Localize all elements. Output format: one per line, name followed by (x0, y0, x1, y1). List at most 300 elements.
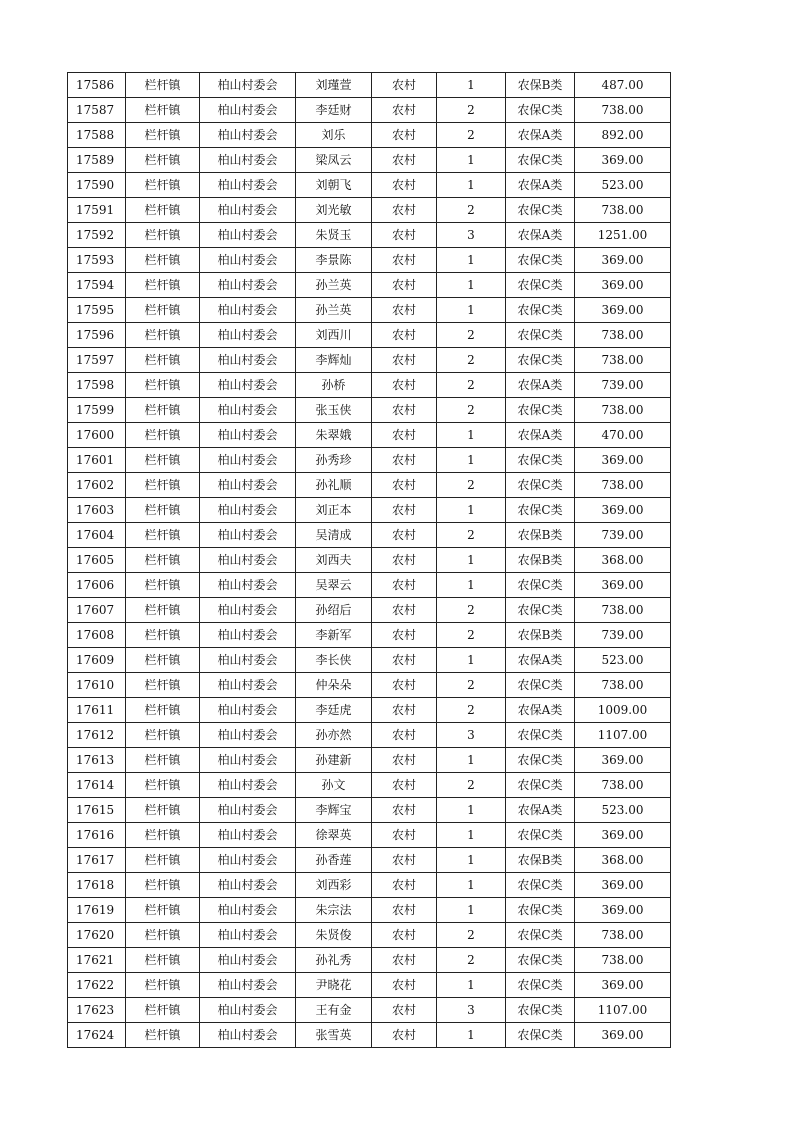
town-cell: 栏杆镇 (126, 698, 200, 723)
household-count-cell: 1 (437, 973, 506, 998)
name-cell: 孙香莲 (296, 848, 372, 873)
insurance-category-cell: 农保C类 (506, 398, 575, 423)
table-row (68, 123, 671, 148)
household-count-cell: 2 (437, 398, 506, 423)
town-cell: 栏杆镇 (126, 548, 200, 573)
area-type-cell: 农村 (372, 173, 437, 198)
amount-cell: 369.00 (575, 498, 671, 523)
row-number-cell: 17614 (68, 773, 126, 798)
village-committee-cell: 柏山村委会 (200, 773, 296, 798)
row-number-cell: 17596 (68, 323, 126, 348)
amount-cell: 369.00 (575, 873, 671, 898)
name-cell: 刘西彩 (296, 873, 372, 898)
household-count-cell: 2 (437, 98, 506, 123)
insurance-category-cell: 农保A类 (506, 698, 575, 723)
name-cell: 孙礼顺 (296, 473, 372, 498)
household-count-cell: 1 (437, 798, 506, 823)
area-type-cell: 农村 (372, 98, 437, 123)
row-number-cell: 17605 (68, 548, 126, 573)
village-committee-cell: 柏山村委会 (200, 98, 296, 123)
village-committee-cell: 柏山村委会 (200, 873, 296, 898)
area-type-cell: 农村 (372, 623, 437, 648)
area-type-cell: 农村 (372, 298, 437, 323)
insurance-category-cell: 农保C类 (506, 948, 575, 973)
village-committee-cell: 柏山村委会 (200, 648, 296, 673)
row-number-cell: 17592 (68, 223, 126, 248)
row-number-cell: 17588 (68, 123, 126, 148)
name-cell: 刘西川 (296, 323, 372, 348)
town-cell: 栏杆镇 (126, 348, 200, 373)
area-type-cell: 农村 (372, 848, 437, 873)
insurance-category-cell: 农保B类 (506, 73, 575, 98)
town-cell: 栏杆镇 (126, 223, 200, 248)
household-count-cell: 2 (437, 123, 506, 148)
row-number-cell: 17616 (68, 823, 126, 848)
village-committee-cell: 柏山村委会 (200, 73, 296, 98)
insurance-category-cell: 农保B类 (506, 623, 575, 648)
area-type-cell: 农村 (372, 973, 437, 998)
household-count-cell: 3 (437, 723, 506, 748)
area-type-cell: 农村 (372, 648, 437, 673)
area-type-cell: 农村 (372, 773, 437, 798)
amount-cell: 1251.00 (575, 223, 671, 248)
household-count-cell: 1 (437, 548, 506, 573)
area-type-cell: 农村 (372, 823, 437, 848)
village-committee-cell: 柏山村委会 (200, 1023, 296, 1048)
table-row (68, 673, 671, 698)
household-count-cell: 3 (437, 998, 506, 1023)
household-count-cell: 1 (437, 1023, 506, 1048)
household-count-cell: 1 (437, 73, 506, 98)
name-cell: 李景陈 (296, 248, 372, 273)
town-cell: 栏杆镇 (126, 723, 200, 748)
row-number-cell: 17610 (68, 673, 126, 698)
area-type-cell: 农村 (372, 148, 437, 173)
insurance-category-cell: 农保B类 (506, 548, 575, 573)
insurance-category-cell: 农保C类 (506, 298, 575, 323)
town-cell: 栏杆镇 (126, 423, 200, 448)
household-count-cell: 1 (437, 448, 506, 473)
amount-cell: 892.00 (575, 123, 671, 148)
row-number-cell: 17618 (68, 873, 126, 898)
amount-cell: 1009.00 (575, 698, 671, 723)
insurance-category-cell: 农保B类 (506, 848, 575, 873)
household-count-cell: 2 (437, 348, 506, 373)
household-count-cell: 1 (437, 173, 506, 198)
town-cell: 栏杆镇 (126, 198, 200, 223)
town-cell: 栏杆镇 (126, 873, 200, 898)
amount-cell: 523.00 (575, 648, 671, 673)
area-type-cell: 农村 (372, 548, 437, 573)
table-row (68, 498, 671, 523)
row-number-cell: 17622 (68, 973, 126, 998)
insurance-category-cell: 农保A类 (506, 123, 575, 148)
area-type-cell: 农村 (372, 398, 437, 423)
table-row (68, 848, 671, 873)
village-committee-cell: 柏山村委会 (200, 148, 296, 173)
area-type-cell: 农村 (372, 798, 437, 823)
name-cell: 孙建新 (296, 748, 372, 773)
name-cell: 朱贤俊 (296, 923, 372, 948)
amount-cell: 487.00 (575, 73, 671, 98)
name-cell: 尹晓花 (296, 973, 372, 998)
area-type-cell: 农村 (372, 948, 437, 973)
table-row (68, 548, 671, 573)
area-type-cell: 农村 (372, 598, 437, 623)
row-number-cell: 17607 (68, 598, 126, 623)
row-number-cell: 17606 (68, 573, 126, 598)
household-count-cell: 1 (437, 648, 506, 673)
name-cell: 李廷虎 (296, 698, 372, 723)
table-row (68, 298, 671, 323)
town-cell: 栏杆镇 (126, 923, 200, 948)
amount-cell: 738.00 (575, 923, 671, 948)
row-number-cell: 17600 (68, 423, 126, 448)
village-committee-cell: 柏山村委会 (200, 348, 296, 373)
area-type-cell: 农村 (372, 748, 437, 773)
row-number-cell: 17611 (68, 698, 126, 723)
table-row (68, 748, 671, 773)
town-cell: 栏杆镇 (126, 798, 200, 823)
town-cell: 栏杆镇 (126, 498, 200, 523)
area-type-cell: 农村 (372, 123, 437, 148)
table-row (68, 248, 671, 273)
area-type-cell: 农村 (372, 698, 437, 723)
area-type-cell: 农村 (372, 498, 437, 523)
town-cell: 栏杆镇 (126, 323, 200, 348)
data-table (67, 72, 671, 1048)
table-row (68, 998, 671, 1023)
village-committee-cell: 柏山村委会 (200, 923, 296, 948)
insurance-category-cell: 农保C类 (506, 823, 575, 848)
village-committee-cell: 柏山村委会 (200, 198, 296, 223)
name-cell: 孙文 (296, 773, 372, 798)
name-cell: 孙兰英 (296, 273, 372, 298)
insurance-category-cell: 农保C类 (506, 898, 575, 923)
table-row (68, 973, 671, 998)
amount-cell: 369.00 (575, 823, 671, 848)
area-type-cell: 农村 (372, 523, 437, 548)
amount-cell: 369.00 (575, 573, 671, 598)
village-committee-cell: 柏山村委会 (200, 948, 296, 973)
area-type-cell: 农村 (372, 473, 437, 498)
amount-cell: 369.00 (575, 1023, 671, 1048)
row-number-cell: 17597 (68, 348, 126, 373)
table-row (68, 698, 671, 723)
table-row (68, 948, 671, 973)
village-committee-cell: 柏山村委会 (200, 673, 296, 698)
amount-cell: 369.00 (575, 898, 671, 923)
insurance-category-cell: 农保C类 (506, 773, 575, 798)
village-committee-cell: 柏山村委会 (200, 423, 296, 448)
amount-cell: 738.00 (575, 773, 671, 798)
row-number-cell: 17587 (68, 98, 126, 123)
insurance-category-cell: 农保C类 (506, 998, 575, 1023)
table-row (68, 423, 671, 448)
insurance-category-cell: 农保A类 (506, 648, 575, 673)
town-cell: 栏杆镇 (126, 948, 200, 973)
row-number-cell: 17620 (68, 923, 126, 948)
village-committee-cell: 柏山村委会 (200, 798, 296, 823)
household-count-cell: 1 (437, 873, 506, 898)
table-row (68, 623, 671, 648)
town-cell: 栏杆镇 (126, 773, 200, 798)
town-cell: 栏杆镇 (126, 273, 200, 298)
area-type-cell: 农村 (372, 373, 437, 398)
insurance-category-cell: 农保A类 (506, 798, 575, 823)
household-count-cell: 1 (437, 823, 506, 848)
amount-cell: 470.00 (575, 423, 671, 448)
insurance-category-cell: 农保C类 (506, 873, 575, 898)
row-number-cell: 17590 (68, 173, 126, 198)
amount-cell: 738.00 (575, 473, 671, 498)
village-committee-cell: 柏山村委会 (200, 398, 296, 423)
village-committee-cell: 柏山村委会 (200, 998, 296, 1023)
row-number-cell: 17594 (68, 273, 126, 298)
insurance-category-cell: 农保A类 (506, 223, 575, 248)
table-row (68, 873, 671, 898)
row-number-cell: 17615 (68, 798, 126, 823)
area-type-cell: 农村 (372, 423, 437, 448)
name-cell: 刘光敏 (296, 198, 372, 223)
name-cell: 李辉宝 (296, 798, 372, 823)
table-row (68, 1023, 671, 1048)
amount-cell: 1107.00 (575, 998, 671, 1023)
amount-cell: 368.00 (575, 848, 671, 873)
town-cell: 栏杆镇 (126, 648, 200, 673)
name-cell: 李辉灿 (296, 348, 372, 373)
row-number-cell: 17602 (68, 473, 126, 498)
insurance-category-cell: 农保B类 (506, 523, 575, 548)
village-committee-cell: 柏山村委会 (200, 723, 296, 748)
household-count-cell: 1 (437, 573, 506, 598)
insurance-category-cell: 农保C类 (506, 573, 575, 598)
amount-cell: 738.00 (575, 398, 671, 423)
area-type-cell: 农村 (372, 998, 437, 1023)
town-cell: 栏杆镇 (126, 748, 200, 773)
household-count-cell: 1 (437, 748, 506, 773)
amount-cell: 739.00 (575, 373, 671, 398)
village-committee-cell: 柏山村委会 (200, 823, 296, 848)
table-row (68, 523, 671, 548)
insurance-category-cell: 农保C类 (506, 148, 575, 173)
village-committee-cell: 柏山村委会 (200, 898, 296, 923)
area-type-cell: 农村 (372, 573, 437, 598)
household-count-cell: 2 (437, 623, 506, 648)
village-committee-cell: 柏山村委会 (200, 223, 296, 248)
town-cell: 栏杆镇 (126, 623, 200, 648)
village-committee-cell: 柏山村委会 (200, 498, 296, 523)
row-number-cell: 17619 (68, 898, 126, 923)
name-cell: 张玉侠 (296, 398, 372, 423)
name-cell: 吴清成 (296, 523, 372, 548)
town-cell: 栏杆镇 (126, 473, 200, 498)
town-cell: 栏杆镇 (126, 823, 200, 848)
village-committee-cell: 柏山村委会 (200, 523, 296, 548)
name-cell: 孙礼秀 (296, 948, 372, 973)
village-committee-cell: 柏山村委会 (200, 273, 296, 298)
table-row (68, 198, 671, 223)
household-count-cell: 2 (437, 323, 506, 348)
area-type-cell: 农村 (372, 723, 437, 748)
village-committee-cell: 柏山村委会 (200, 448, 296, 473)
area-type-cell: 农村 (372, 223, 437, 248)
insurance-category-cell: 农保A类 (506, 373, 575, 398)
name-cell: 张雪英 (296, 1023, 372, 1048)
town-cell: 栏杆镇 (126, 998, 200, 1023)
town-cell: 栏杆镇 (126, 373, 200, 398)
row-number-cell: 17589 (68, 148, 126, 173)
name-cell: 孙绍后 (296, 598, 372, 623)
name-cell: 刘朝飞 (296, 173, 372, 198)
village-committee-cell: 柏山村委会 (200, 573, 296, 598)
amount-cell: 523.00 (575, 798, 671, 823)
village-committee-cell: 柏山村委会 (200, 748, 296, 773)
amount-cell: 369.00 (575, 298, 671, 323)
insurance-category-cell: 农保C类 (506, 498, 575, 523)
town-cell: 栏杆镇 (126, 123, 200, 148)
insurance-category-cell: 农保C类 (506, 323, 575, 348)
amount-cell: 738.00 (575, 673, 671, 698)
table-row (68, 798, 671, 823)
insurance-category-cell: 农保C类 (506, 1023, 575, 1048)
village-committee-cell: 柏山村委会 (200, 623, 296, 648)
village-committee-cell: 柏山村委会 (200, 473, 296, 498)
amount-cell: 738.00 (575, 948, 671, 973)
town-cell: 栏杆镇 (126, 173, 200, 198)
insurance-category-cell: 农保C类 (506, 98, 575, 123)
area-type-cell: 农村 (372, 873, 437, 898)
area-type-cell: 农村 (372, 348, 437, 373)
name-cell: 孙亦然 (296, 723, 372, 748)
row-number-cell: 17595 (68, 298, 126, 323)
amount-cell: 738.00 (575, 348, 671, 373)
village-committee-cell: 柏山村委会 (200, 373, 296, 398)
table-row (68, 823, 671, 848)
table-row (68, 273, 671, 298)
table-row (68, 448, 671, 473)
name-cell: 刘西夫 (296, 548, 372, 573)
insurance-category-cell: 农保C类 (506, 723, 575, 748)
insurance-category-cell: 农保C类 (506, 473, 575, 498)
household-count-cell: 1 (437, 148, 506, 173)
amount-cell: 738.00 (575, 323, 671, 348)
name-cell: 孙秀珍 (296, 448, 372, 473)
town-cell: 栏杆镇 (126, 98, 200, 123)
insurance-category-cell: 农保C类 (506, 448, 575, 473)
name-cell: 徐翠英 (296, 823, 372, 848)
town-cell: 栏杆镇 (126, 523, 200, 548)
row-number-cell: 17608 (68, 623, 126, 648)
insurance-category-cell: 农保C类 (506, 923, 575, 948)
insurance-category-cell: 农保C类 (506, 748, 575, 773)
row-number-cell: 17598 (68, 373, 126, 398)
row-number-cell: 17599 (68, 398, 126, 423)
household-count-cell: 1 (437, 273, 506, 298)
row-number-cell: 17623 (68, 998, 126, 1023)
town-cell: 栏杆镇 (126, 673, 200, 698)
name-cell: 孙桥 (296, 373, 372, 398)
area-type-cell: 农村 (372, 73, 437, 98)
row-number-cell: 17586 (68, 73, 126, 98)
amount-cell: 369.00 (575, 248, 671, 273)
table-body (68, 73, 671, 1048)
household-count-cell: 2 (437, 523, 506, 548)
table-row (68, 148, 671, 173)
table-row (68, 773, 671, 798)
row-number-cell: 17591 (68, 198, 126, 223)
area-type-cell: 农村 (372, 898, 437, 923)
amount-cell: 523.00 (575, 173, 671, 198)
amount-cell: 369.00 (575, 148, 671, 173)
household-count-cell: 2 (437, 948, 506, 973)
household-count-cell: 2 (437, 923, 506, 948)
household-count-cell: 1 (437, 298, 506, 323)
insurance-category-cell: 农保C类 (506, 673, 575, 698)
village-committee-cell: 柏山村委会 (200, 548, 296, 573)
name-cell: 孙兰英 (296, 298, 372, 323)
row-number-cell: 17603 (68, 498, 126, 523)
table-row (68, 923, 671, 948)
town-cell: 栏杆镇 (126, 973, 200, 998)
area-type-cell: 农村 (372, 923, 437, 948)
village-committee-cell: 柏山村委会 (200, 598, 296, 623)
household-count-cell: 3 (437, 223, 506, 248)
name-cell: 李长侠 (296, 648, 372, 673)
row-number-cell: 17612 (68, 723, 126, 748)
household-count-cell: 2 (437, 598, 506, 623)
insurance-category-cell: 农保A类 (506, 173, 575, 198)
insurance-category-cell: 农保C类 (506, 598, 575, 623)
village-committee-cell: 柏山村委会 (200, 323, 296, 348)
household-count-cell: 1 (437, 248, 506, 273)
insurance-category-cell: 农保C类 (506, 348, 575, 373)
name-cell: 朱贤玉 (296, 223, 372, 248)
household-count-cell: 2 (437, 198, 506, 223)
village-committee-cell: 柏山村委会 (200, 248, 296, 273)
amount-cell: 369.00 (575, 273, 671, 298)
area-type-cell: 农村 (372, 198, 437, 223)
amount-cell: 369.00 (575, 748, 671, 773)
household-count-cell: 2 (437, 673, 506, 698)
town-cell: 栏杆镇 (126, 848, 200, 873)
village-committee-cell: 柏山村委会 (200, 123, 296, 148)
town-cell: 栏杆镇 (126, 1023, 200, 1048)
amount-cell: 738.00 (575, 598, 671, 623)
town-cell: 栏杆镇 (126, 573, 200, 598)
insurance-category-cell: 农保C类 (506, 273, 575, 298)
name-cell: 梁凤云 (296, 148, 372, 173)
area-type-cell: 农村 (372, 248, 437, 273)
town-cell: 栏杆镇 (126, 148, 200, 173)
row-number-cell: 17609 (68, 648, 126, 673)
name-cell: 李新军 (296, 623, 372, 648)
amount-cell: 368.00 (575, 548, 671, 573)
town-cell: 栏杆镇 (126, 73, 200, 98)
name-cell: 刘瑾萱 (296, 73, 372, 98)
table-row (68, 598, 671, 623)
household-count-cell: 1 (437, 423, 506, 448)
town-cell: 栏杆镇 (126, 598, 200, 623)
town-cell: 栏杆镇 (126, 898, 200, 923)
area-type-cell: 农村 (372, 273, 437, 298)
household-count-cell: 2 (437, 698, 506, 723)
village-committee-cell: 柏山村委会 (200, 973, 296, 998)
amount-cell: 369.00 (575, 448, 671, 473)
amount-cell: 1107.00 (575, 723, 671, 748)
amount-cell: 369.00 (575, 973, 671, 998)
row-number-cell: 17601 (68, 448, 126, 473)
